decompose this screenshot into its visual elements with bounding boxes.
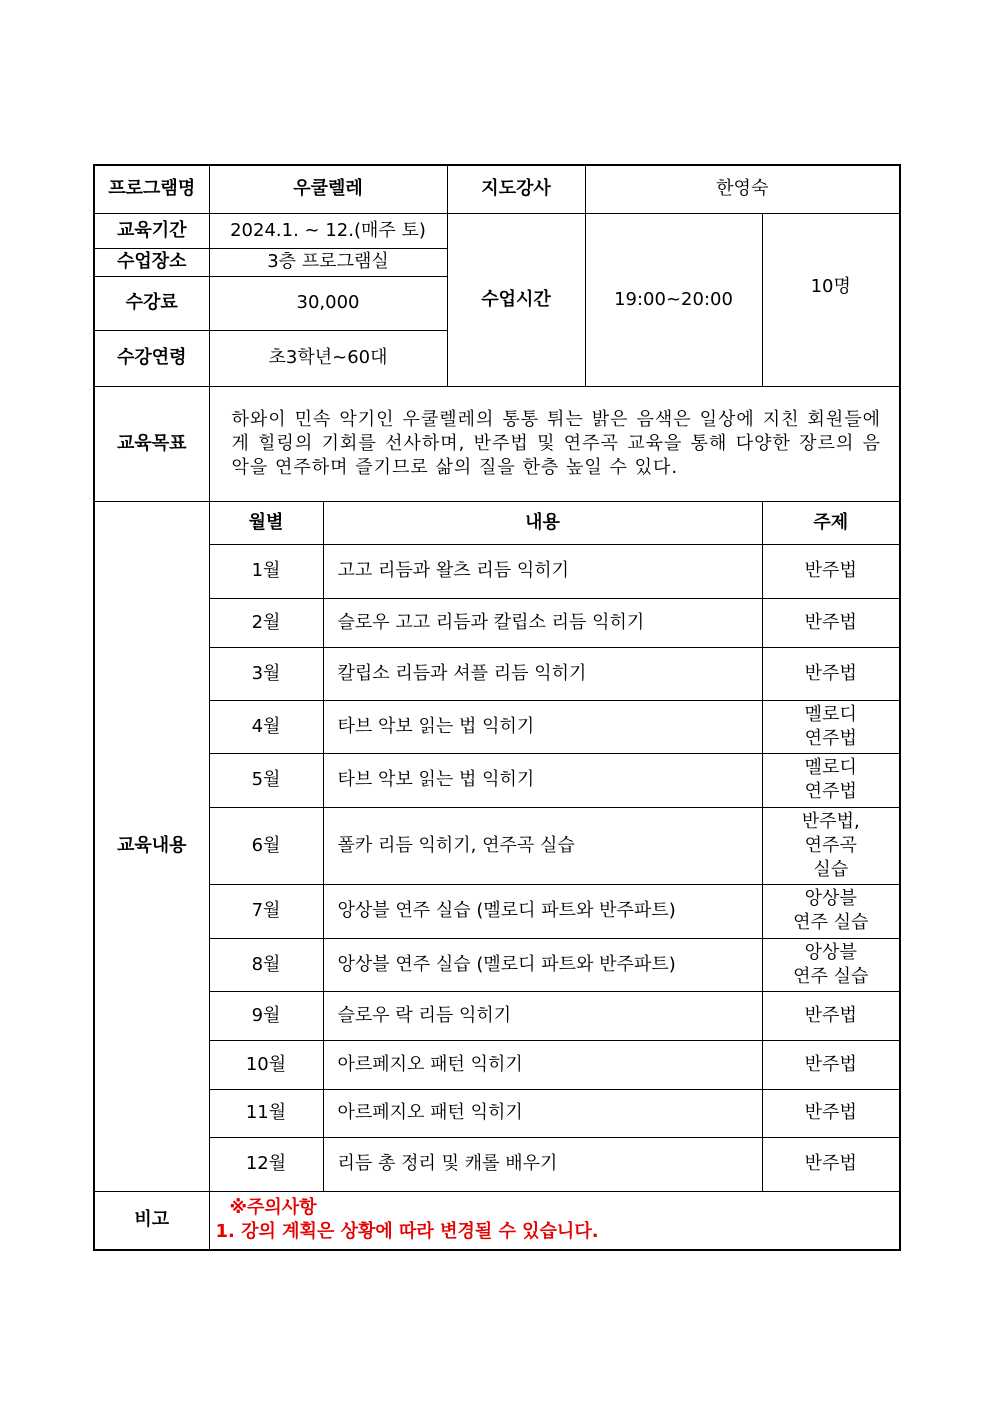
topic-cell: 반주법 (762, 1040, 900, 1089)
topic-cell: 멜로디 연주법 (762, 753, 900, 807)
class-time-label: 수업시간 (447, 213, 585, 386)
content-cell: 타브 악보 읽는 법 익히기 (323, 753, 762, 807)
topic-cell: 반주법 (762, 544, 900, 598)
content-cell: 칼립소 리듬과 셔플 리듬 익히기 (323, 647, 762, 700)
notice-title: ※주의사항 (229, 1197, 317, 1219)
month-cell: 6월 (209, 807, 323, 884)
curriculum-label: 교육내용 (94, 501, 209, 1191)
period-label: 교육기간 (94, 213, 209, 248)
instructor-value: 한영숙 (585, 165, 900, 213)
table-row (94, 1137, 900, 1191)
program-plan-table (93, 164, 901, 1251)
fee-value: 30,000 (209, 276, 447, 330)
topic-cell: 반주법 (762, 991, 900, 1040)
content-cell: 슬로우 고고 리듬과 칼립소 리듬 익히기 (323, 598, 762, 647)
col-month-header: 월별 (209, 501, 323, 544)
month-cell: 7월 (209, 884, 323, 938)
program-name-label: 프로그램명 (94, 165, 209, 213)
topic-cell: 반주법 (762, 598, 900, 647)
period-value: 2024.1. ~ 12.(매주 토) (209, 213, 447, 248)
content-cell: 폴카 리듬 익히기, 연주곡 실습 (323, 807, 762, 884)
notice-line-1: 1. 강의 계획은 상황에 따라 변경될 수 있습니다. (215, 1221, 599, 1243)
content-cell: 아르페지오 패턴 익히기 (323, 1040, 762, 1089)
remarks-note (209, 1191, 900, 1250)
fee-label: 수강료 (94, 276, 209, 330)
month-cell: 11월 (209, 1089, 323, 1137)
month-cell: 10월 (209, 1040, 323, 1089)
age-label: 수강연령 (94, 330, 209, 386)
table-row (94, 884, 900, 938)
month-cell: 8월 (209, 938, 323, 991)
month-cell: 2월 (209, 598, 323, 647)
table-row (94, 1040, 900, 1089)
instructor-label: 지도강사 (447, 165, 585, 213)
month-cell: 4월 (209, 700, 323, 753)
table-row (94, 807, 900, 884)
content-cell: 슬로우 락 리듬 익히기 (323, 991, 762, 1040)
topic-cell: 앙상블 연주 실습 (762, 884, 900, 938)
content-cell: 앙상블 연주 실습 (멜로디 파트와 반주파트) (323, 884, 762, 938)
month-cell: 1월 (209, 544, 323, 598)
age-value: 초3학년~60대 (209, 330, 447, 386)
content-cell: 리듬 총 정리 및 캐롤 배우기 (323, 1137, 762, 1191)
content-cell: 아르페지오 패턴 익히기 (323, 1089, 762, 1137)
col-topic-header: 주제 (762, 501, 900, 544)
capacity-value: 10명 (762, 213, 900, 386)
col-content-header: 내용 (323, 501, 762, 544)
goal-text: 하와이 민속 악기인 우쿨렐레의 통통 튀는 밝은 음색은 일상에 지친 회원들에게 힐링의 기회를 선사하며, 반주법 및 연주곡 교육을 통해 다양한 장르의 음악을 연주하며 즐기므로 삶의 질을 한층 높일 수 있다. (209, 386, 900, 501)
topic-cell: 반주법, 연주곡 실습 (762, 807, 900, 884)
topic-cell: 반주법 (762, 647, 900, 700)
table-row (94, 647, 900, 700)
month-cell: 3월 (209, 647, 323, 700)
content-cell: 타브 악보 읽는 법 익히기 (323, 700, 762, 753)
topic-cell: 반주법 (762, 1137, 900, 1191)
table-row (94, 598, 900, 647)
place-value: 3층 프로그램실 (209, 248, 447, 276)
content-cell: 앙상블 연주 실습 (멜로디 파트와 반주파트) (323, 938, 762, 991)
table-row (94, 700, 900, 753)
month-cell: 9월 (209, 991, 323, 1040)
table-row (94, 991, 900, 1040)
table-row (94, 753, 900, 807)
goal-label: 교육목표 (94, 386, 209, 501)
remarks-label: 비고 (94, 1191, 209, 1250)
topic-cell: 반주법 (762, 1089, 900, 1137)
program-name-value: 우쿨렐레 (209, 165, 447, 213)
month-cell: 12월 (209, 1137, 323, 1191)
content-cell: 고고 리듬과 왈츠 리듬 익히기 (323, 544, 762, 598)
table-row (94, 544, 900, 598)
topic-cell: 앙상블 연주 실습 (762, 938, 900, 991)
topic-cell: 멜로디 연주법 (762, 700, 900, 753)
month-cell: 5월 (209, 753, 323, 807)
place-label: 수업장소 (94, 248, 209, 276)
class-time-value: 19:00~20:00 (585, 213, 762, 386)
table-row (94, 1089, 900, 1137)
table-row (94, 938, 900, 991)
